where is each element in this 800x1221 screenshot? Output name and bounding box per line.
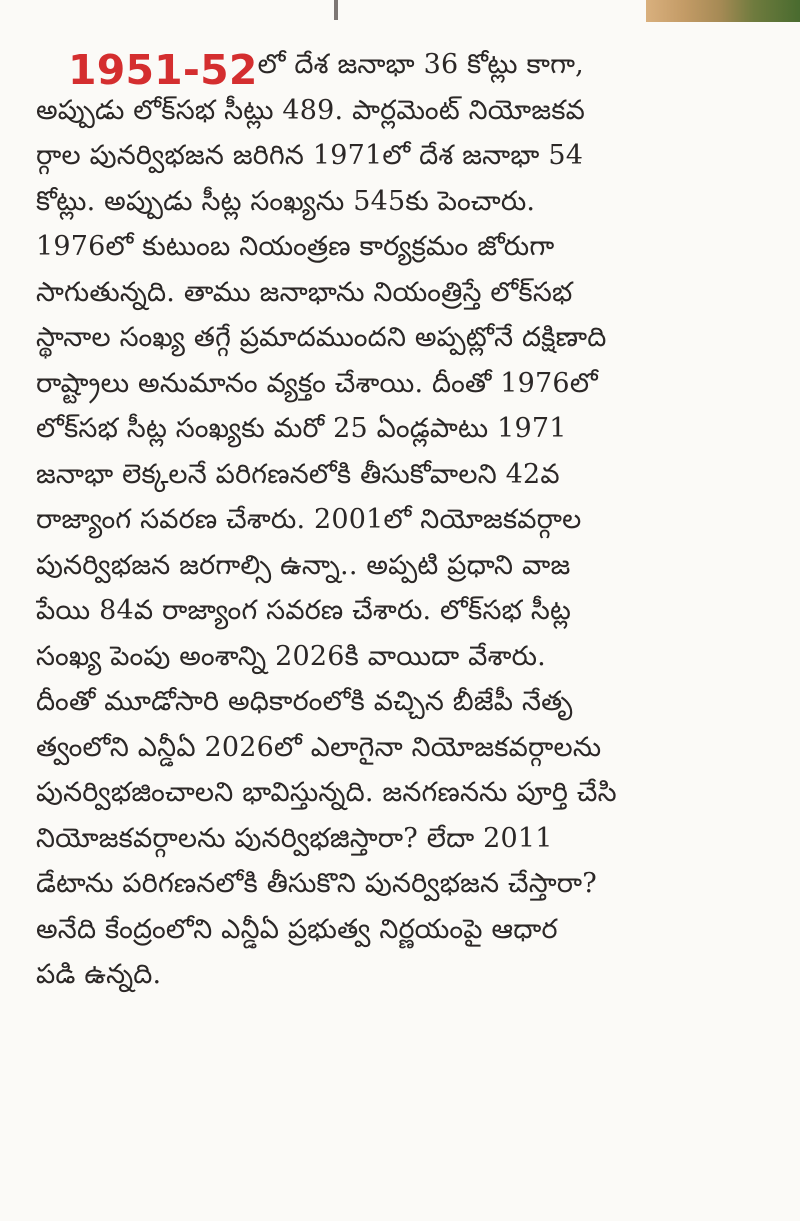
article-line-6: సాగుతున్నది. తాము జనాభాను నియంత్రిస్తే లోక్‌సభ bbox=[36, 276, 573, 308]
article-line-20: అనేది కేంద్రంలోని ఎన్డీఏ ప్రభుత్వ నిర్ణయంపై ఆధార bbox=[36, 913, 558, 945]
article-line-12: పునర్విభజన జరగాల్సి ఉన్నా.. అప్పటి ప్రధాని వాజ bbox=[36, 549, 571, 581]
article-line-14: సంఖ్య పెంపు అంశాన్ని 2026కి వాయిదా వేశారు. bbox=[36, 640, 546, 672]
article-line-2: అప్పుడు లోక్‌సభ సీట్లు 489. పార్లమెంట్ నియోజకవ bbox=[36, 94, 586, 126]
article-line-21: పడి ఉన్నది. bbox=[36, 959, 162, 990]
article-line-10: జనాభా లెక్కలనే పరిగణనలోకి తీసుకోవాలని 42వ bbox=[36, 458, 560, 490]
article-line-1 bbox=[36, 42, 766, 88]
article-line-5: 1976లో కుటుంబ నియంత్రణ కార్యక్రమం జోరుగా bbox=[36, 231, 555, 262]
corner-photo bbox=[646, 0, 800, 22]
article-line-3: ర్గాల పునర్విభజన జరిగిన 1971లో దేశ జనాభా 54 bbox=[36, 140, 584, 171]
article-line-4: కోట్లు. అప్పుడు సీట్ల సంఖ్యను 545కు పెంచారు. bbox=[36, 185, 536, 217]
article-line-8: రాష్ట్రాలు అనుమానం వ్యక్తం చేశాయి. దీంతో 1976లో bbox=[36, 367, 598, 399]
article-line-17: పునర్విభజించాలని భావిస్తున్నది. జనగణనను పూర్తి చేసి bbox=[36, 777, 617, 808]
article-line-18: నియోజకవర్గాలను పునర్విభజిస్తారా? లేదా 2011 bbox=[36, 822, 553, 854]
article-body bbox=[36, 42, 766, 1202]
article-line-9: లోక్‌సభ సీట్ల సంఖ్యకు మరో 25 ఏండ్లపాటు 1971 bbox=[36, 413, 567, 444]
article-line-19: డేటాను పరిగణనలోకి తీసుకొని పునర్విభజన చేస్తారా? bbox=[36, 868, 597, 899]
lead-line-text: లో దేశ జనాభా 36 కోట్లు కాగా, bbox=[257, 49, 584, 80]
article-line-11: రాజ్యాంగ సవరణ చేశారు. 2001లో నియోజకవర్గాల bbox=[36, 504, 582, 535]
lead-year: 1951-52 bbox=[68, 46, 258, 88]
article-line-15: దీంతో మూడోసారి అధికారంలోకి వచ్చిన బీజేపీ నేతృ bbox=[36, 686, 573, 717]
top-divider bbox=[334, 0, 338, 20]
article-line-13: పేయి 84వ రాజ్యాంగ సవరణ చేశారు. లోక్‌సభ సీట్ల bbox=[36, 595, 572, 626]
article-line-16: త్వంలోని ఎన్డీఏ 2026లో ఎలాగైనా నియోజకవర్గాలను bbox=[36, 731, 602, 763]
article-line-7: స్థానాల సంఖ్య తగ్గే ప్రమాదముందని అప్పట్లోనే దక్షిణాది bbox=[36, 322, 607, 353]
